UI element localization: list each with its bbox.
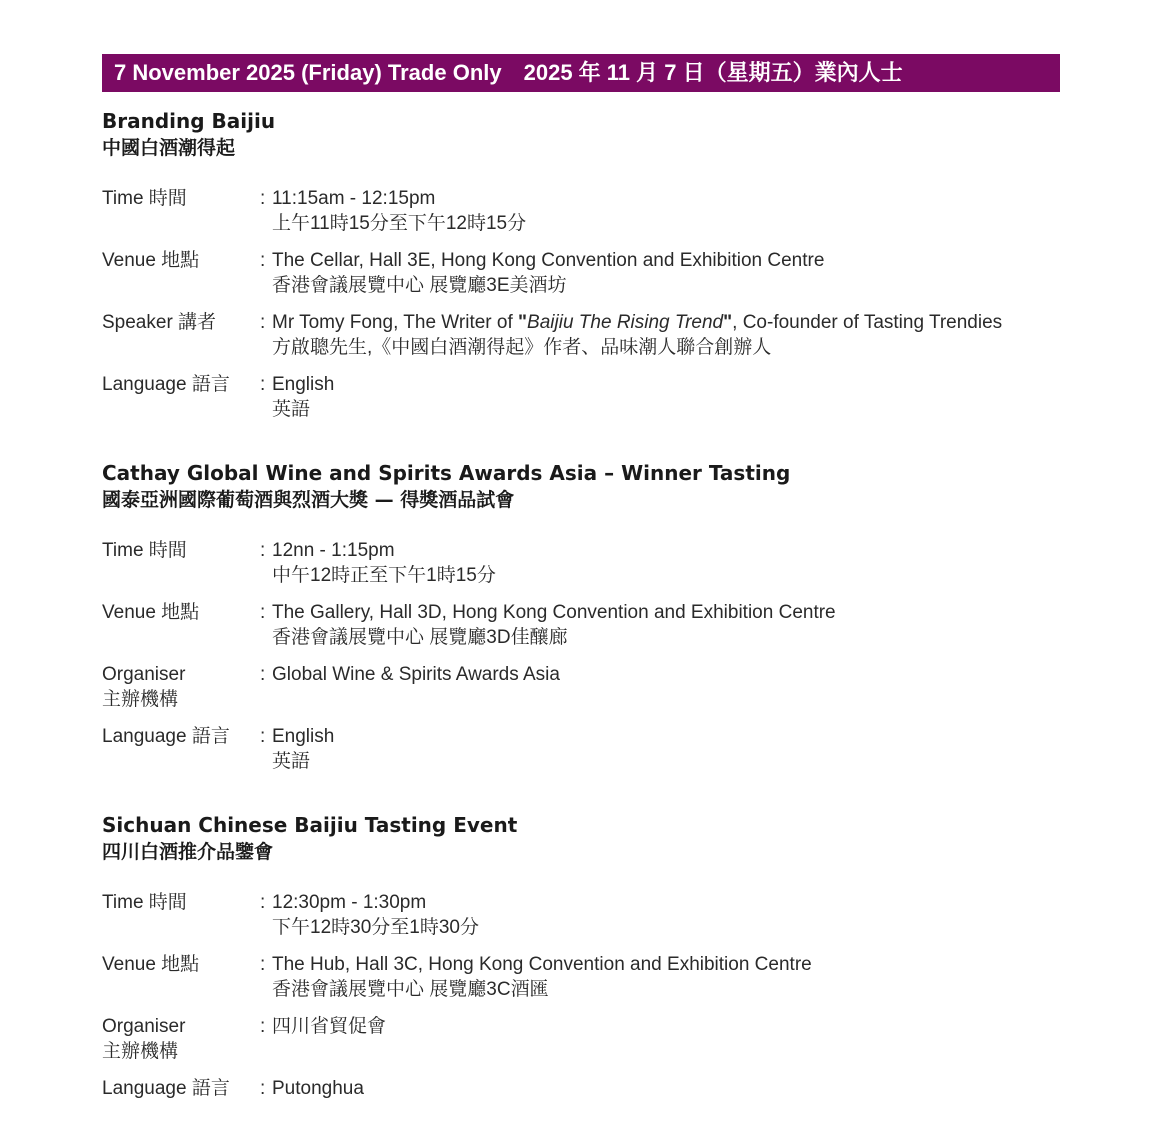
colon: :	[260, 188, 266, 209]
colon: :	[260, 892, 266, 913]
organiser-label	[102, 1014, 257, 1064]
language-row	[102, 724, 1082, 774]
language-value-en: Putonghua	[272, 1078, 364, 1099]
venue-value	[272, 600, 836, 650]
venue-value-en: The Gallery, Hall 3D, Hong Kong Convention and Exhibition Centre	[272, 602, 836, 623]
event-details	[102, 538, 1082, 774]
time-row	[102, 186, 1082, 236]
speaker-value-zh: 方啟聰先生,《中國白酒潮得起》作者、品味潮人聯合創辦人	[272, 337, 772, 358]
time-row	[102, 890, 1082, 940]
colon: :	[260, 540, 266, 561]
language-row	[102, 1076, 1082, 1126]
colon: :	[260, 312, 266, 333]
venue-label: Venue 地點	[102, 602, 200, 623]
event-title-zh: 國泰亞洲國際葡萄酒與烈酒大獎 — 得獎酒品試會	[102, 489, 515, 511]
time-label: Time 時間	[102, 188, 187, 209]
organiser-value-en: Global Wine & Spirits Awards Asia	[272, 664, 560, 685]
language-label: Language 語言	[102, 1078, 230, 1099]
language-value-en: English	[272, 374, 335, 395]
language-value	[272, 724, 334, 774]
organiser-label-en: Organiser	[102, 1016, 186, 1037]
event-branding-baijiu	[102, 108, 1082, 434]
event-title-en: Branding Baijiu	[102, 109, 276, 133]
organiser-row	[102, 662, 1082, 712]
language-label: Language 語言	[102, 726, 230, 747]
time-value-en: 12nn - 1:15pm	[272, 540, 395, 561]
time-row	[102, 538, 1082, 588]
time-value	[272, 890, 479, 940]
event-title-en: Sichuan Chinese Baijiu Tasting Event	[102, 813, 518, 837]
organiser-label-zh: 主辦機構	[102, 1041, 179, 1062]
banner-date-en: 7 November 2025 (Friday) Trade Only	[114, 60, 502, 85]
banner-date-zh: 2025 年 11 月 7 日（星期五）業內人士	[523, 60, 903, 85]
venue-row	[102, 952, 1082, 1002]
time-value	[272, 538, 496, 588]
venue-value	[272, 952, 812, 1002]
quote-close: "	[723, 312, 733, 333]
date-banner	[102, 54, 1060, 92]
speaker-suffix: , Co-founder of Tasting Trendies	[732, 312, 1003, 333]
time-label: Time 時間	[102, 540, 187, 561]
language-value-en: English	[272, 726, 335, 747]
speaker-value-en	[272, 310, 1002, 335]
colon: :	[260, 250, 266, 271]
time-label: Time 時間	[102, 892, 187, 913]
speaker-value	[272, 310, 1002, 360]
time-value-en: 11:15am - 12:15pm	[272, 188, 436, 209]
time-value	[272, 186, 526, 236]
organiser-label-zh: 主辦機構	[102, 689, 179, 710]
colon: :	[260, 374, 266, 395]
colon: :	[260, 1078, 266, 1099]
organiser-value	[272, 662, 560, 687]
time-value-zh: 下午12時30分至1時30分	[272, 917, 479, 938]
colon: :	[260, 726, 266, 747]
speaker-label: Speaker 講者	[102, 312, 217, 333]
language-label: Language 語言	[102, 374, 230, 395]
venue-label: Venue 地點	[102, 250, 200, 271]
language-value-zh: 英語	[272, 399, 311, 420]
organiser-value	[272, 1014, 386, 1039]
organiser-value-zh: 四川省貿促會	[272, 1016, 387, 1037]
event-title-zh: 四川白酒推介品鑒會	[102, 841, 274, 863]
speaker-prefix: Mr Tomy Fong, The Writer of	[272, 312, 519, 333]
venue-value-en: The Hub, Hall 3C, Hong Kong Convention and Exhibition Centre	[272, 954, 812, 975]
event-sichuan-baijiu-tasting	[102, 812, 1082, 1138]
language-value	[272, 372, 334, 422]
colon: :	[260, 602, 266, 623]
venue-row	[102, 248, 1082, 298]
venue-value-zh: 香港會議展覽中心 展覽廳3C酒匯	[272, 979, 549, 1000]
organiser-label	[102, 662, 257, 712]
event-details	[102, 890, 1082, 1126]
venue-value-zh: 香港會議展覽中心 展覽廳3E美酒坊	[272, 275, 567, 296]
event-title-en: Cathay Global Wine and Spirits Awards Asia – Winner Tasting	[102, 461, 791, 485]
venue-value-zh: 香港會議展覽中心 展覽廳3D佳釀廊	[272, 627, 568, 648]
colon: :	[260, 664, 266, 685]
language-value-zh: 英語	[272, 751, 311, 772]
event-details	[102, 186, 1082, 422]
organiser-label-en: Organiser	[102, 664, 186, 685]
colon: :	[260, 954, 266, 975]
book-title: Baijiu The Rising Trend	[527, 312, 724, 333]
venue-value-en: The Cellar, Hall 3E, Hong Kong Convention and Exhibition Centre	[272, 250, 825, 271]
event-cathay-awards-tasting	[102, 460, 1082, 786]
venue-row	[102, 600, 1082, 650]
event-title-zh: 中國白酒潮得起	[102, 137, 236, 159]
time-value-en: 12:30pm - 1:30pm	[272, 892, 427, 913]
time-value-zh: 中午12時正至下午1時15分	[272, 565, 496, 586]
colon: :	[260, 1016, 266, 1037]
venue-label: Venue 地點	[102, 954, 200, 975]
language-row	[102, 372, 1082, 422]
time-value-zh: 上午11時15分至下午12時15分	[272, 213, 527, 234]
quote-open: "	[518, 312, 528, 333]
organiser-row	[102, 1014, 1082, 1064]
speaker-row	[102, 310, 1082, 360]
venue-value	[272, 248, 824, 298]
